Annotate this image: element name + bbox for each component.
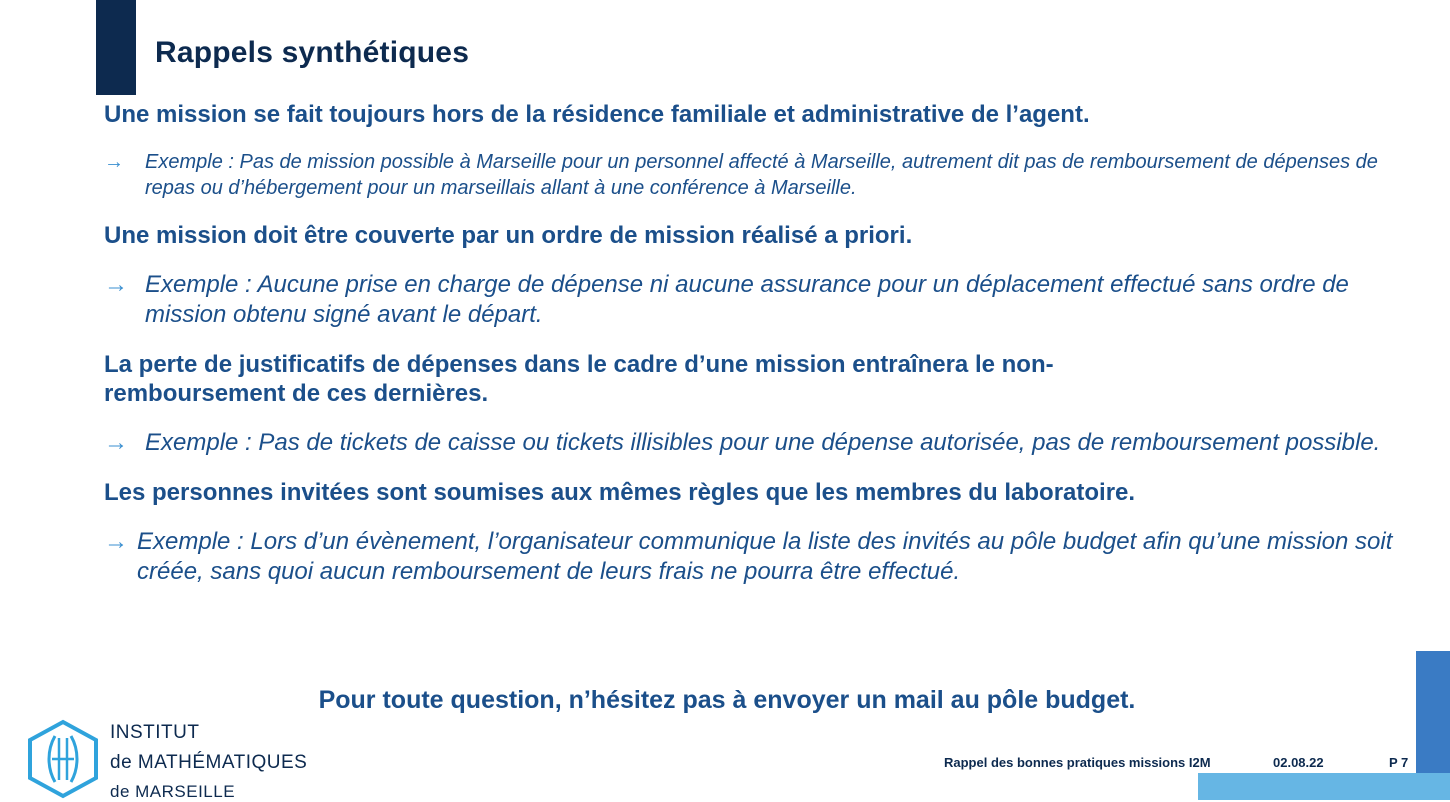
arrow-right-icon: → [104,429,128,456]
footer-page-number: P 7 [1389,755,1409,770]
rule-example-text-1: Exemple : Pas de mission possible à Marseille pour un personnel affecté à Marseille, autrement dit pas de remboursement de dépenses de repas ou d’hébergement pour un marseillais allant à une conférence à Marseille. [145,151,1378,199]
rule-heading-4: Les personnes invitées sont soumises aux mêmes règles que les membres du laboratoire. [104,479,1136,506]
institute-name-line-2: de MATHÉMATIQUES [110,752,308,773]
rule-example-text-2: Exemple : Aucune prise en charge de dépense ni aucune assurance pour un déplacement effectué sans ordre de mission obtenu signé avant le départ. [145,271,1349,328]
title-accent-bar [96,0,136,95]
contact-note: Pour toute question, n’hésitez pas à envoyer un mail au pôle budget. [318,686,1136,714]
rule-example-3 [104,428,1394,458]
rule-heading-3: La perte de justificatifs de dépenses dans le cadre d’une mission entraînera le non-remboursement de ces dernières. [104,351,1054,407]
rule-example-2 [104,270,1394,330]
rule-heading-1: Une mission se fait toujours hors de la résidence familiale et administrative de l’agent. [104,101,1090,128]
slide-title: Rappels synthétiques [155,36,470,69]
bottom-accent-block [1198,773,1450,800]
rule-example-text-4: Exemple : Lors d’un évènement, l’organisateur communique la liste des invités au pôle budget afin qu’une mission soit créée, sans quoi aucun remboursement de leurs frais ne pourra être effectué. [137,528,1393,585]
right-accent-block [1416,651,1450,775]
footer-presentation-title: Rappel des bonnes pratiques missions I2M [944,755,1211,770]
rule-example-4 [104,527,1394,587]
footer-date: 02.08.22 [1273,755,1324,770]
rule-heading-2: Une mission doit être couverte par un ordre de mission réalisé a priori. [104,222,913,249]
institute-name-line-1: INSTITUT [110,722,200,743]
arrow-right-icon: → [104,271,128,298]
arrow-right-icon: → [104,528,128,555]
institute-name-line-3: de MARSEILLE [110,782,236,801]
rule-example-1 [104,149,1394,201]
arrow-right-icon: → [104,151,124,173]
rule-example-text-3: Exemple : Pas de tickets de caisse ou tickets illisibles pour une dépense autorisée, pas de remboursement possible. [145,429,1381,456]
rules-content [104,98,1394,607]
i2m-hexagon-logo-icon [26,718,100,800]
